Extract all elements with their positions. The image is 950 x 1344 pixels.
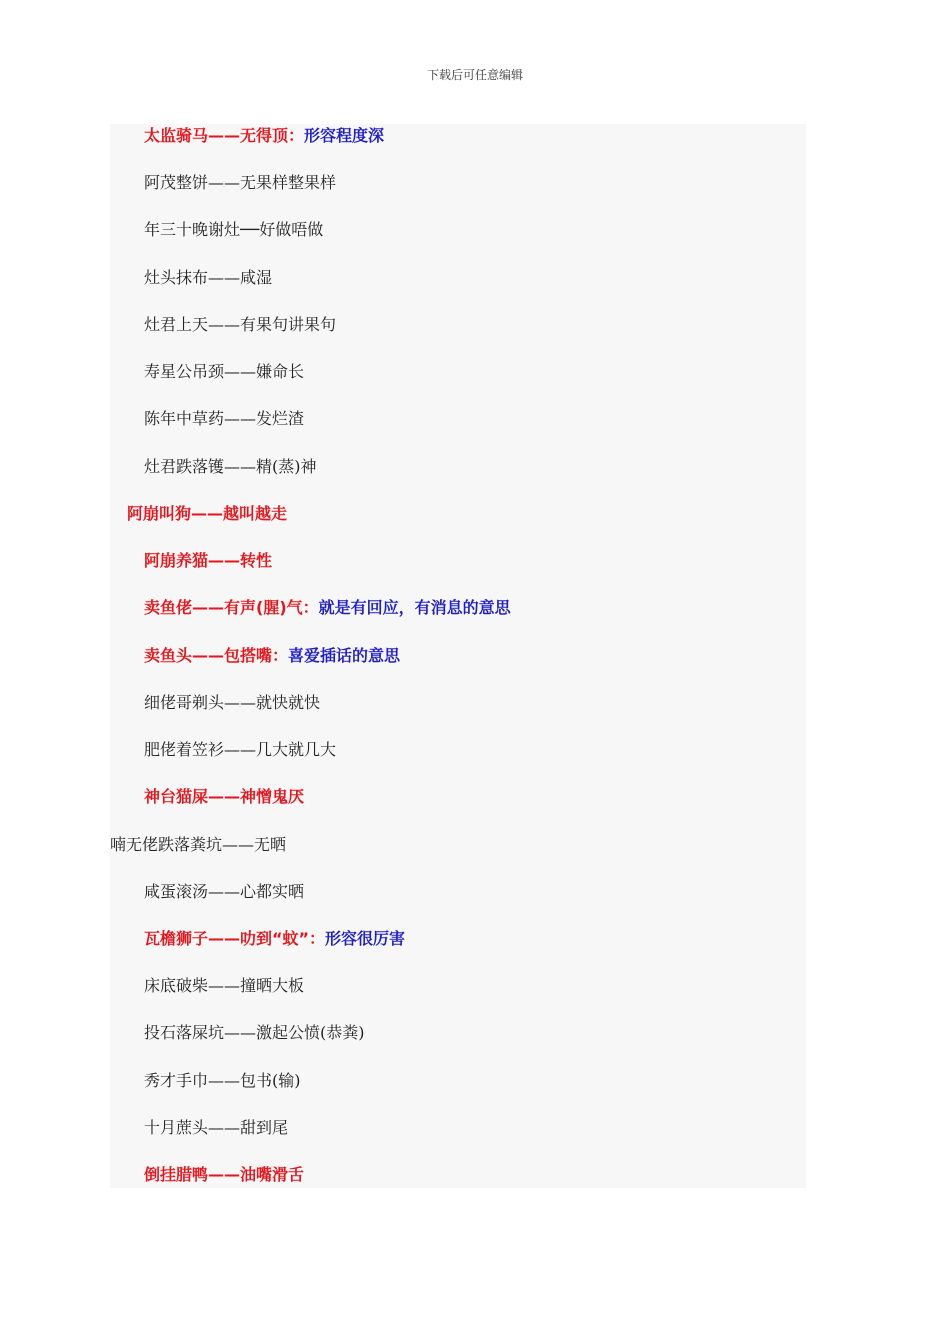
idiom-phrase: 太监骑马——无得顶： <box>144 126 305 145</box>
idiom-phrase: 卖鱼头——包搭嘴： <box>144 646 289 665</box>
idiom-line <box>144 645 400 667</box>
idiom-line: 灶头抹布——咸湿 <box>144 268 273 287</box>
idiom-line <box>144 125 384 147</box>
idiom-line: 阿茂整饼——无果样整果样 <box>144 173 337 192</box>
idiom-note: 喜爱插话的意思 <box>288 646 401 665</box>
idiom-line: 寿星公吊颈——嫌命长 <box>144 362 305 381</box>
idiom-phrase: 瓦檐狮子——叻到“蚊”： <box>144 929 326 948</box>
page-header: 下载后可任意编辑 <box>426 68 523 82</box>
idiom-line <box>144 597 511 619</box>
idiom-note: 就是有回应，有消息的意思 <box>318 598 511 617</box>
idiom-line: 年三十晚谢灶──好做唔做 <box>144 220 324 239</box>
idiom-line: 喃无佬跌落粪坑——无晒 <box>110 835 287 854</box>
idiom-line: 投石落屎坑——激起公愤(恭粪) <box>144 1023 365 1042</box>
idiom-note: 形容很厉害 <box>325 929 406 948</box>
idiom-line: 神台猫屎——神憎鬼厌 <box>144 787 305 806</box>
idiom-note: 形容程度深 <box>304 126 385 145</box>
idiom-line <box>144 928 405 950</box>
idiom-line: 肥佬着笠衫——几大就几大 <box>144 740 337 759</box>
idiom-line: 床底破柴——撞晒大板 <box>144 976 305 995</box>
idiom-line: 灶君上天——有果句讲果句 <box>144 315 337 334</box>
idiom-line: 倒挂腊鸭——油嘴滑舌 <box>144 1165 305 1184</box>
idiom-line: 咸蛋滚汤——心都实晒 <box>144 882 305 901</box>
idiom-line: 灶君跌落镬——精(蒸)神 <box>144 457 317 476</box>
idiom-line: 阿崩养猫——转性 <box>144 551 273 570</box>
idiom-phrase: 卖鱼佬——有声(腥)气： <box>144 598 319 617</box>
idiom-line: 十月蔗头——甜到尾 <box>144 1118 289 1137</box>
idiom-line: 阿崩叫狗——越叫越走 <box>127 504 288 523</box>
idiom-line: 陈年中草药——发烂渣 <box>144 409 305 428</box>
idiom-line: 细佬哥剃头——就快就快 <box>144 693 321 712</box>
idiom-line: 秀才手巾——包书(输) <box>144 1071 301 1090</box>
